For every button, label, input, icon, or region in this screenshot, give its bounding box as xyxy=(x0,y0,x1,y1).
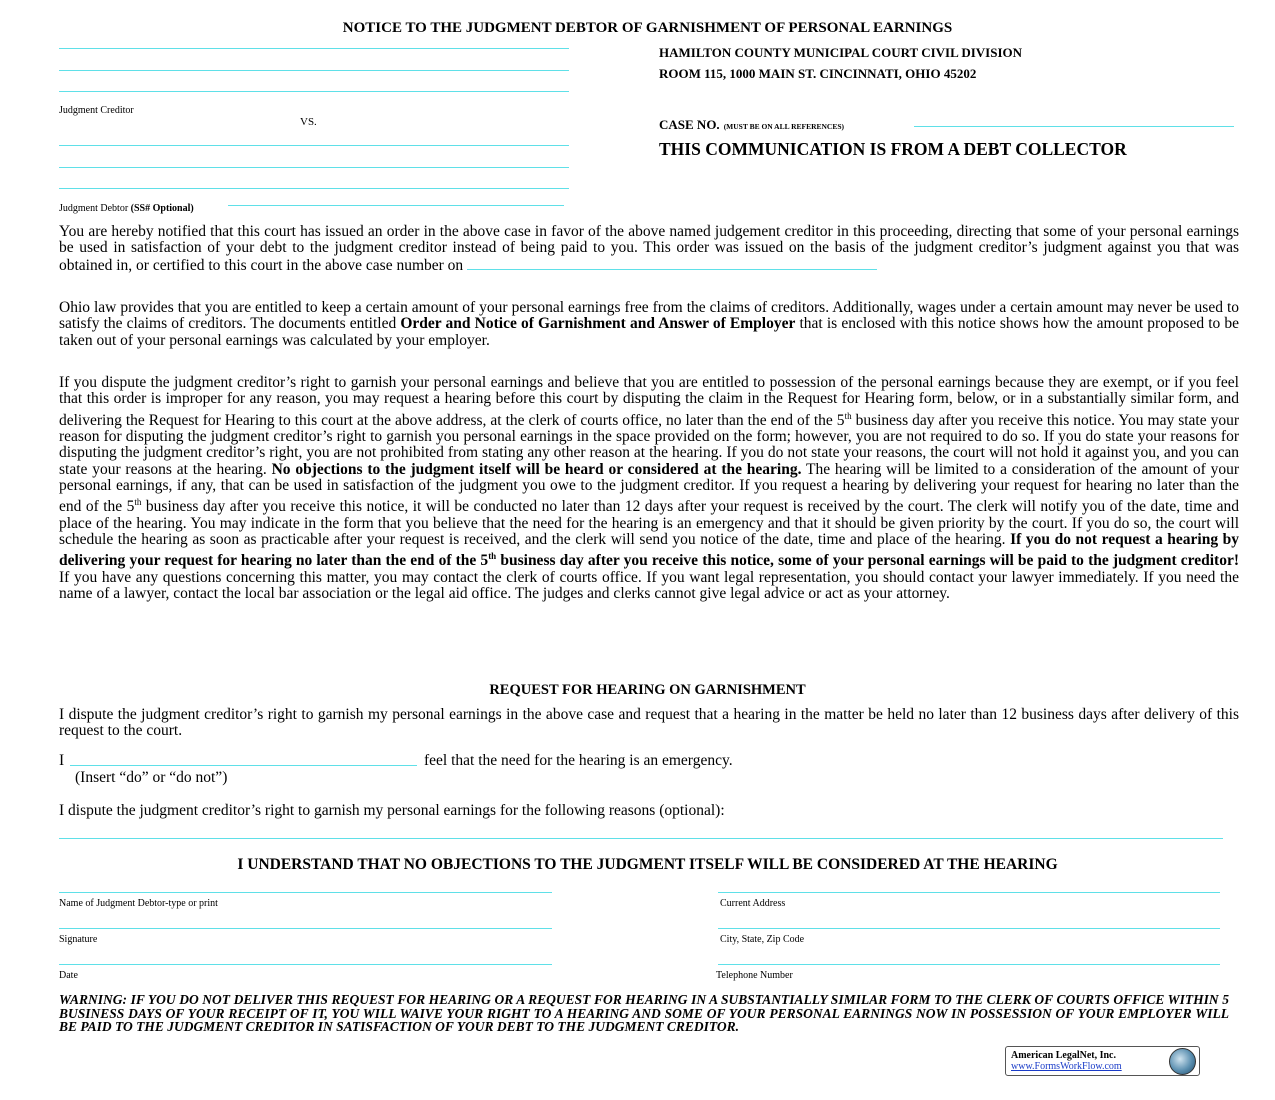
p3f-text: If you do not request a hearing by delivering your request for hearing no later than the end of the 5 xyxy=(59,530,1240,570)
warning-text: WARNING: IF YOU DO NOT DELIVER THIS REQUEST FOR HEARING OR A REQUEST FOR HEARING IN A SUBSTANTIALLY SIMILAR FORM TO THE CLERK OF COURTS OFFICE WITHIN 5 BUSINESS DAYS OF YOUR RECEIPT OF IT, YOU WILL WAIVE YOUR RIGHT TO A HEARING AND SOME OF YOUR PERSONAL EARNINGS NOW IN POSSESSION OF YOUR EMPLOYER WILL BE PAID TO THE JUDGMENT CREDITOR IN SATISFACTION OF YOUR DEBT TO THE JUDGMENT CREDITOR. xyxy=(59,992,1229,1034)
paragraph-ohio-law xyxy=(59,300,1239,349)
page-title: NOTICE TO THE JUDGMENT DEBTOR OF GARNISHMENT OF PERSONAL EARNINGS xyxy=(342,20,953,36)
debt-collector-notice: THIS COMMUNICATION IS FROM A DEBT COLLECTOR xyxy=(659,139,1127,159)
date-field[interactable] xyxy=(59,964,552,965)
i-label: I xyxy=(59,752,65,769)
vs-label: VS. xyxy=(300,116,317,128)
debtor-ss-note: (SS# Optional) xyxy=(130,203,194,214)
court-line-2: ROOM 115, 1000 MAIN ST. CINCINNATI, OHIO 45202 xyxy=(659,66,977,81)
city-field[interactable] xyxy=(718,928,1220,929)
case-no-label: CASE NO. xyxy=(659,117,720,132)
debtor-label xyxy=(59,203,194,214)
debtor-label-text: Judgment Debtor xyxy=(59,203,129,214)
signature-label: Signature xyxy=(59,934,98,945)
creditor-line-1[interactable] xyxy=(59,48,569,49)
p2b-text: Order and Notice of Garnishment and Answer of Employer xyxy=(400,315,796,333)
debtor-line-2[interactable] xyxy=(59,167,569,168)
sup-1: th xyxy=(844,410,852,421)
sup-3: th xyxy=(488,551,497,562)
request-heading: REQUEST FOR HEARING ON GARNISHMENT xyxy=(489,682,806,698)
case-no xyxy=(659,116,844,134)
phone-field[interactable] xyxy=(718,964,1220,965)
phone-label: Telephone Number xyxy=(716,970,793,981)
case-no-note: (MUST BE ON ALL REFERENCES) xyxy=(723,122,844,131)
legalnet-logo[interactable] xyxy=(1005,1046,1200,1076)
do-or-do-not-field[interactable] xyxy=(70,765,417,766)
city-label: City, State, Zip Code xyxy=(720,934,805,945)
address-label: Current Address xyxy=(720,898,786,909)
p3g-text: business day after you receive this notice, some of your personal earnings will be paid to the judgment creditor! xyxy=(500,552,1239,570)
p3d-text: The hearing will be limited to a consideration of the amount of your personal earnings, if any, that can be used in satisfaction of the judgment you owe to the judgment creditor. If you request a hearing by delivering your request for hearing no later than the end of the 5 xyxy=(59,460,1239,516)
paragraph-notice xyxy=(59,224,1239,274)
case-date-field[interactable] xyxy=(467,257,877,270)
p3b-text: business day after you receive this notice. You may state your reason for disputing the judgment creditor’s right to garnish you personal earnings in the space provided on the form; however, you are not required to do so. If you do state your reasons for disputing the judgment creditor’s right, you are not prohibited from stating any other reason at the hearing. If you do not state your reasons, the court will not hold it against you, and you can state your reasons at the hearing. xyxy=(59,411,1239,478)
understand-notice: I UNDERSTAND THAT NO OBJECTIONS TO THE JUDGMENT ITSELF WILL BE CONSIDERED AT THE HEARING xyxy=(237,856,1058,873)
address-field[interactable] xyxy=(718,892,1220,893)
debtor-line-3[interactable] xyxy=(59,188,569,189)
emergency-text: feel that the need for the hearing is an emergency. xyxy=(424,752,733,769)
p3c-text: No objections to the judgment itself will be heard or considered at the hearing. xyxy=(271,460,802,478)
debtor-ss-line[interactable] xyxy=(228,205,564,206)
name-label: Name of Judgment Debtor-type or print xyxy=(59,898,218,909)
paragraph-dispute xyxy=(59,375,1239,602)
debtor-line-1[interactable] xyxy=(59,145,569,146)
request-dispute: I dispute the judgment creditor’s right to garnish my personal earnings in the above case and request that a hearing in the matter be held no later than 12 business days after delivery of this request to the court. xyxy=(59,706,1239,740)
case-no-field[interactable] xyxy=(914,126,1234,127)
p2a-text: Ohio law provides that you are entitled to keep a certain amount of your personal earnings free from the claims of creditors. Additionally, wages under a certain amount may never be used to satisfy the claims of creditors. The documents entitled xyxy=(59,299,1239,333)
p3a-text: If you dispute the judgment creditor’s right to garnish your personal earnings and believe that you are entitled to possession of the personal earnings because they are exempt, or if you feel that this order is improper for any reason, you may request a hearing before this court by disputing the claim in the Request for Hearing form, below, or in a substantially similar form, and delivering the Request for Hearing to this court at the above address, at the clerk of courts office, no later than the end of the 5 xyxy=(59,374,1239,429)
p3e-text: business day after you receive this notice, it will be conducted no later than 12 days after your request is received by the court. The clerk will notify you of the date, time and place of the hearing. You may indicate in the form that you believe that the need for the hearing is an emergency and that it should be given priority by the court. If you do so, the court will schedule the hearing as soon as practicable after your request is received, and the clerk will send you notice of the date, time and place of the hearing. xyxy=(59,498,1240,548)
court-line-1: HAMILTON COUNTY MUNICIPAL COURT CIVIL DIVISION xyxy=(659,45,1023,60)
creditor-label: Judgment Creditor xyxy=(59,105,134,116)
p2c-text: that is enclosed with this notice shows how the amount proposed to be taken out of your personal earnings was calculated by your employer. xyxy=(59,315,1240,349)
logo-company: American LegalNet, Inc. xyxy=(1011,1050,1116,1061)
creditor-line-2[interactable] xyxy=(59,70,569,71)
p3h-text: If you have any questions concerning this matter, you may contact the clerk of courts office. If you want legal representation, you should contact your lawyer immediately. If you need the name of a lawyer, contact the local bar association or the legal aid office. The judges and clerks cannot give legal advice or act as your attorney. xyxy=(59,568,1239,603)
creditor-line-3[interactable] xyxy=(59,91,569,92)
globe-icon xyxy=(1169,1048,1196,1075)
reasons-label: I dispute the judgment creditor’s right to garnish my personal earnings for the following reasons (optional): xyxy=(59,802,725,819)
sup-2: th xyxy=(134,497,142,508)
p1-text: You are hereby notified that this court has issued an order in the above case in favor of the above named judgement creditor in this proceeding, directing that some of your personal earnings be used in satisfaction of your debt to the judgment creditor instead of being paid to you. This order was issued on the basis of the judgment creditor’s judgment against you that was obtained in, or certified to this court in the above case number on xyxy=(59,223,1239,274)
insert-hint: (Insert “do” or “do not”) xyxy=(75,769,228,786)
date-label: Date xyxy=(59,970,78,981)
logo-url[interactable]: www.FormsWorkFlow.com xyxy=(1011,1061,1122,1072)
name-field[interactable] xyxy=(59,892,552,893)
reasons-field[interactable] xyxy=(59,838,1223,839)
signature-field[interactable] xyxy=(59,928,552,929)
